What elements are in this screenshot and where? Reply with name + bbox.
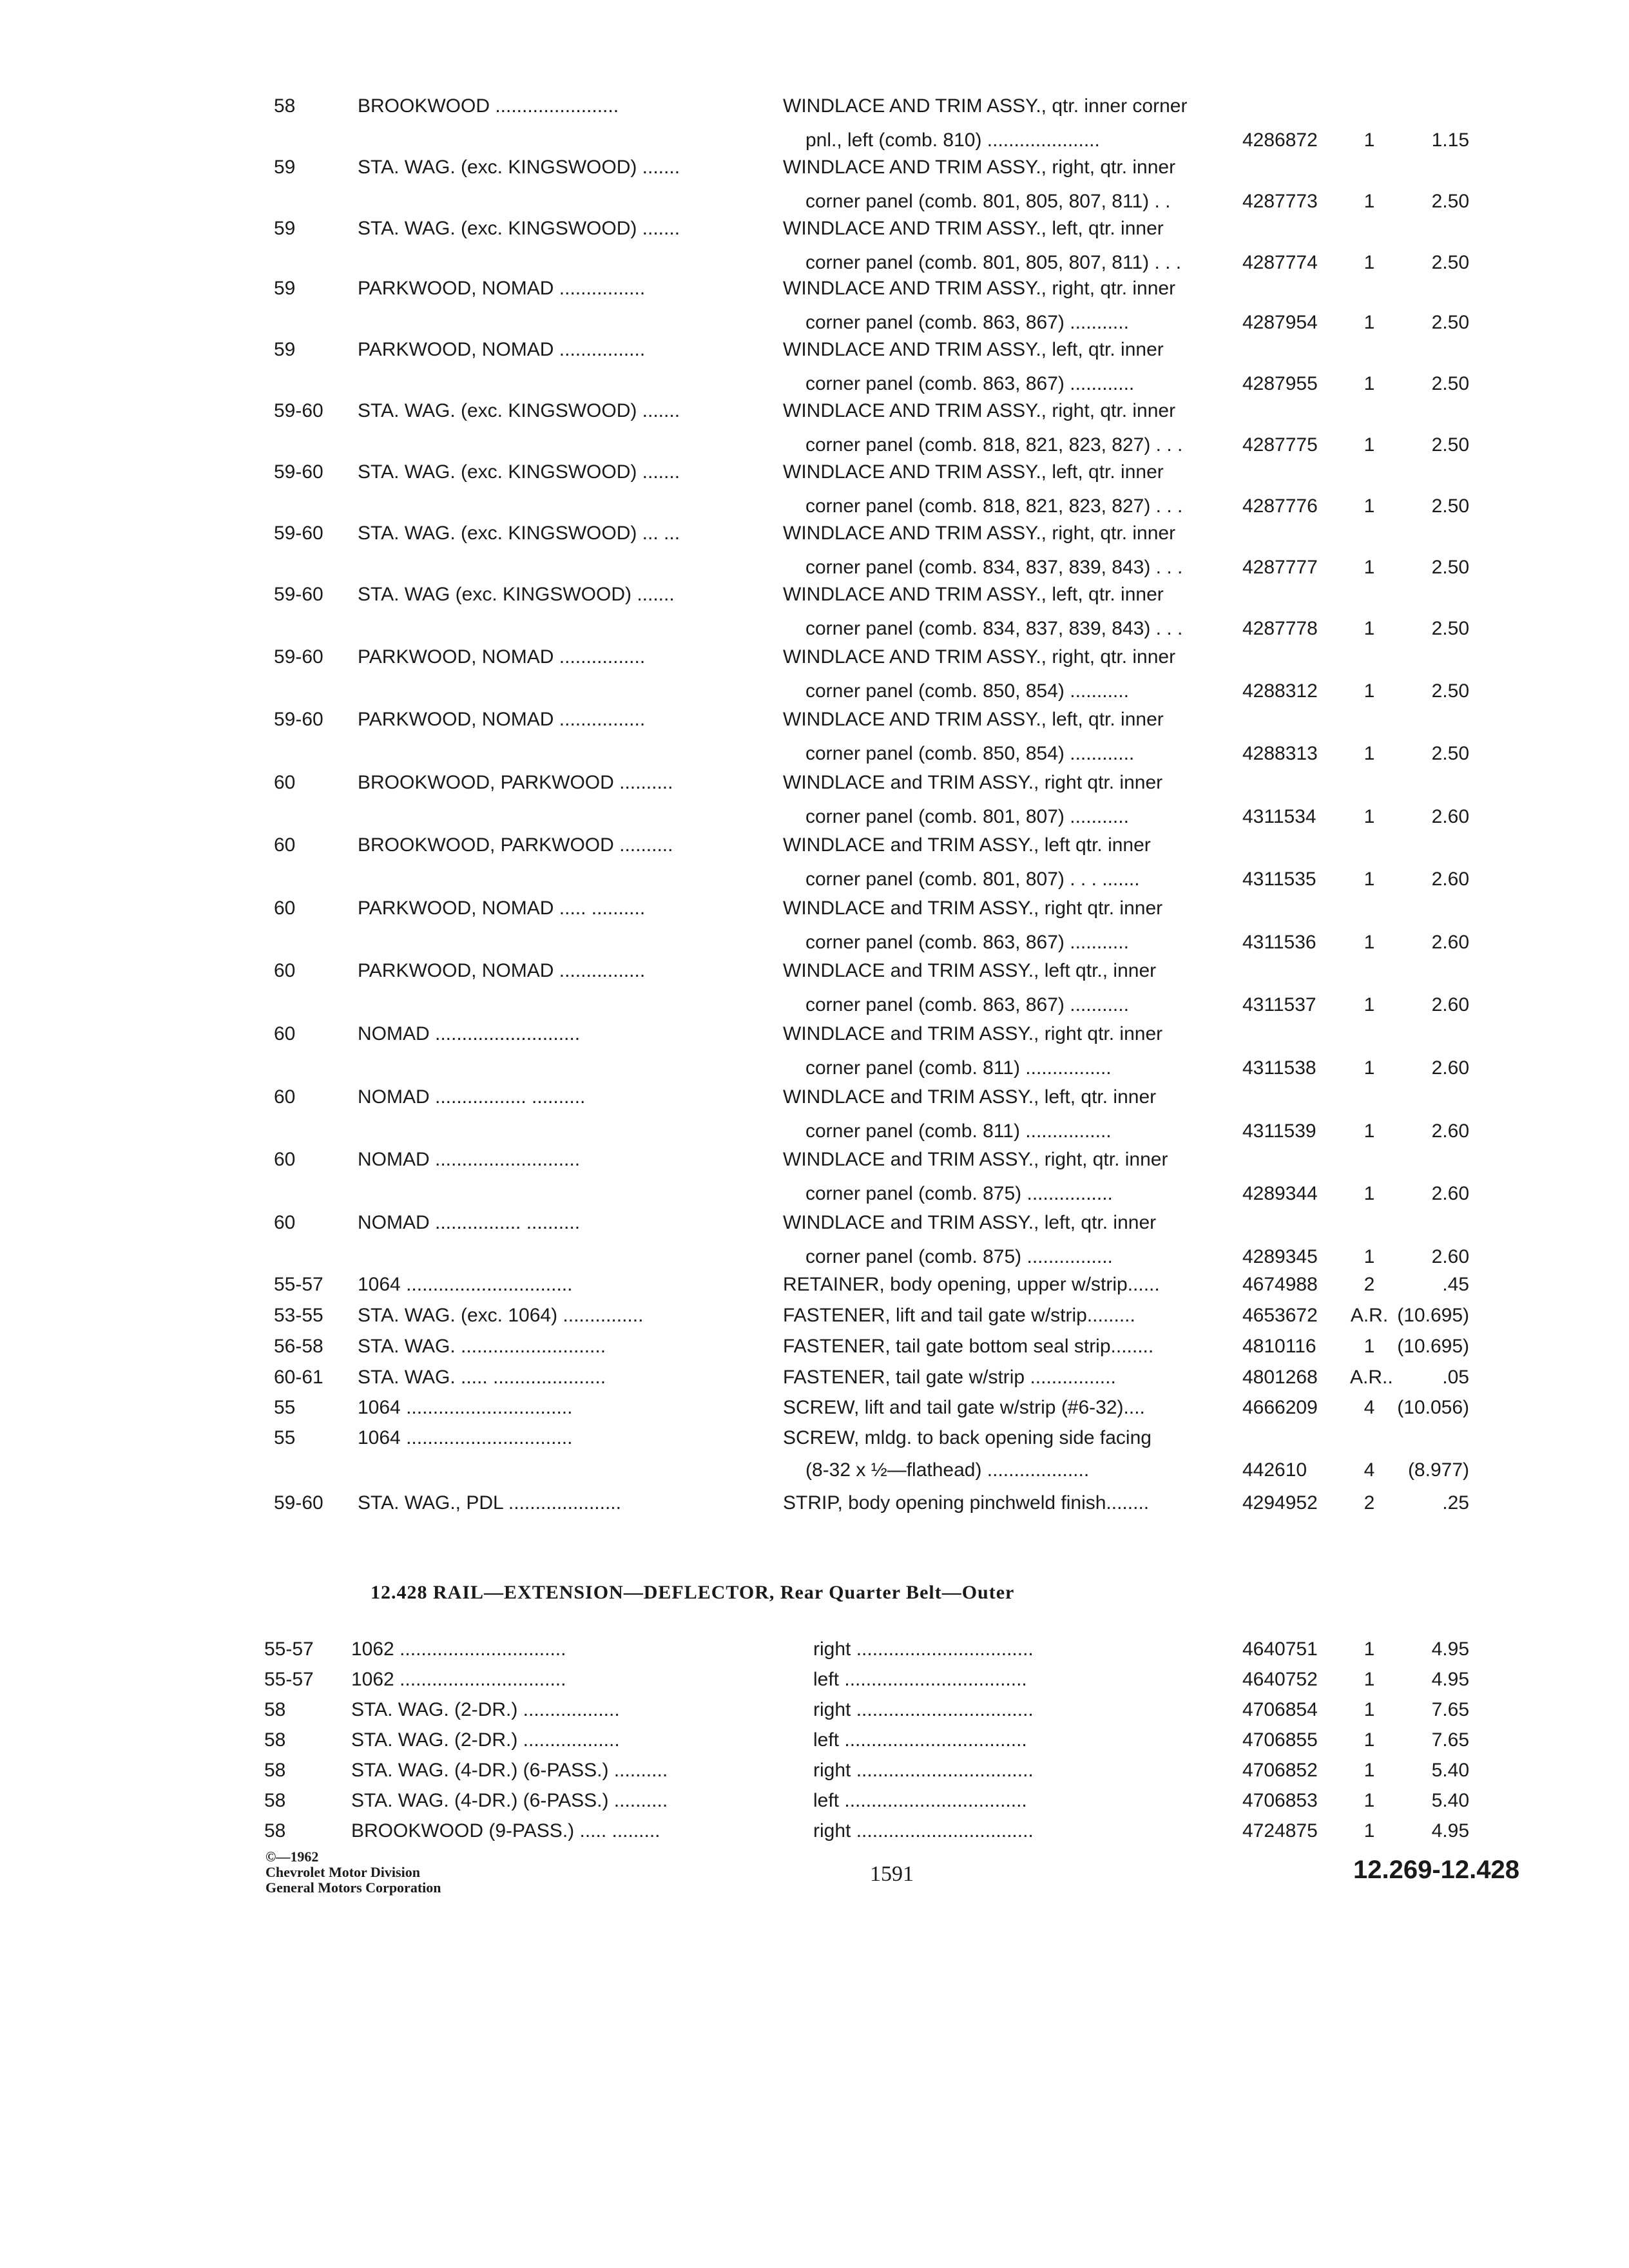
price-cell: 2.60 [1431,1057,1469,1079]
price-cell: 7.65 [1431,1699,1469,1720]
part-number-cell: 4706855 [1242,1729,1318,1751]
quantity-cell: 1 [1364,1336,1375,1357]
year-cell: 59-60 [274,400,323,421]
price-cell: .25 [1442,1492,1469,1514]
description-line-2: corner panel (comb. 875) ................ [805,1246,1113,1267]
part-number-cell: 4287778 [1242,618,1318,639]
part-number-cell: 4810116 [1242,1336,1316,1357]
model-cell: STA. WAG. (2-DR.) .................. [351,1729,620,1751]
price-cell: (10.695) [1397,1305,1469,1326]
description-line-1: WINDLACE AND TRIM ASSY., left, qtr. inner [783,218,1164,239]
part-number-cell: 4287773 [1242,191,1318,212]
year-cell: 60 [274,960,296,981]
part-number-cell: 4640751 [1242,1639,1318,1660]
model-cell: 1062 ............................... [351,1639,566,1660]
year-cell: 55-57 [264,1669,314,1690]
description-line-1: WINDLACE AND TRIM ASSY., left, qtr. inner [783,584,1164,605]
part-number-cell: 4287955 [1242,373,1318,394]
price-cell: 4.95 [1431,1669,1469,1690]
description-line-2: corner panel (comb. 850, 854) ............ [805,743,1135,764]
quantity-cell: 1 [1364,1760,1375,1781]
model-cell: STA. WAG. (exc. KINGSWOOD) ....... [358,218,680,239]
quantity-cell: 4 [1364,1397,1375,1418]
quantity-cell: 1 [1364,680,1375,702]
description-line-1: WINDLACE and TRIM ASSY., right qtr. inner [783,772,1163,793]
description-line-2: (8-32 x ½—flathead) ................... [805,1459,1090,1481]
year-cell: 58 [274,95,296,117]
quantity-cell: 1 [1364,312,1375,333]
description-line-1: WINDLACE AND TRIM ASSY., right, qtr. inner [783,400,1176,421]
price-cell: 2.60 [1431,869,1469,890]
model-cell: BROOKWOOD, PARKWOOD .......... [358,772,673,793]
description-line-1: WINDLACE AND TRIM ASSY., left, qtr. inner [783,709,1164,730]
description-cell: right ................................. [813,1760,1034,1781]
year-cell: 55-57 [274,1274,323,1295]
corporation-name: General Motors Corporation [265,1879,441,1896]
year-cell: 60-61 [274,1367,323,1388]
description-line-1: WINDLACE AND TRIM ASSY., left, qtr. inner [783,461,1164,483]
year-cell: 59-60 [274,584,323,605]
year-cell: 59-60 [274,1492,323,1514]
quantity-cell: A.R. [1350,1305,1389,1326]
description-line-2: pnl., left (comb. 810) ..................... [805,130,1100,151]
year-cell: 59 [274,218,296,239]
description-cell: FASTENER, lift and tail gate w/strip......... [783,1305,1135,1326]
year-cell: 60 [274,1212,296,1233]
description-line-2: corner panel (comb. 801, 807) . . . ....... [805,869,1140,890]
description-line-1: WINDLACE AND TRIM ASSY., right, qtr. inner [783,523,1176,544]
part-number-cell: 4311539 [1242,1120,1316,1142]
model-cell: PARKWOOD, NOMAD ................ [358,960,646,981]
quantity-cell: 4 [1364,1459,1375,1481]
part-number-cell: 4706854 [1242,1699,1318,1720]
page-number: 1591 [870,1862,914,1886]
model-cell: STA. WAG (exc. KINGSWOOD) ....... [358,584,675,605]
quantity-cell: 1 [1364,373,1375,394]
part-number-cell: 4674988 [1242,1274,1318,1295]
model-cell: NOMAD ................. .......... [358,1086,586,1108]
description-line-1: WINDLACE AND TRIM ASSY., right, qtr. inner [783,646,1176,668]
quantity-cell: 1 [1364,1820,1375,1841]
year-cell: 59 [274,157,296,178]
year-cell: 60 [274,1086,296,1108]
year-cell: 60 [274,772,296,793]
model-cell: 1064 ............................... [358,1397,573,1418]
year-cell: 60 [274,898,296,919]
year-cell: 60 [274,1149,296,1170]
part-number-cell: 4289344 [1242,1183,1318,1204]
quantity-cell: 1 [1364,557,1375,578]
quantity-cell: 1 [1364,130,1375,151]
description-line-2: corner panel (comb. 863, 867) ............ [805,373,1135,394]
year-cell: 59-60 [274,461,323,483]
quantity-cell: 1 [1364,1246,1375,1267]
model-cell: BROOKWOOD, PARKWOOD .......... [358,834,673,856]
model-cell: 1064 ............................... [358,1427,573,1448]
quantity-cell: 2 [1364,1492,1375,1514]
quantity-cell: 1 [1364,1183,1375,1204]
year-cell: 55-57 [264,1639,314,1660]
part-number-cell: 4801268 [1242,1367,1318,1388]
part-number-cell: 4287776 [1242,495,1318,517]
part-number-cell: 4311536 [1242,932,1316,953]
year-cell: 58 [264,1729,286,1751]
copyright-text: ©—1962 [265,1849,319,1865]
division-name: Chevrolet Motor Division [265,1864,420,1880]
description-cell: left .................................. [813,1669,1027,1690]
description-line-1: WINDLACE and TRIM ASSY., right qtr. inner [783,1023,1163,1044]
year-cell: 60 [274,834,296,856]
part-number-cell: 4653672 [1242,1305,1318,1326]
year-cell: 60 [274,1023,296,1044]
price-cell: 2.50 [1431,191,1469,212]
price-cell: 2.50 [1431,373,1469,394]
description-line-2: corner panel (comb. 863, 867) ........... [805,994,1129,1015]
quantity-cell: 1 [1364,1120,1375,1142]
part-number-cell: 4640752 [1242,1669,1318,1690]
price-cell: 2.50 [1431,312,1469,333]
description-line-2: corner panel (comb. 801, 807) ........... [805,806,1129,827]
part-number-cell: 4311538 [1242,1057,1316,1079]
model-cell: NOMAD ................ .......... [358,1212,581,1233]
price-cell: (10.056) [1397,1397,1469,1418]
year-cell: 55 [274,1397,296,1418]
year-cell: 59 [274,339,296,360]
quantity-cell: 1 [1364,1790,1375,1811]
description-line-2: corner panel (comb. 863, 867) ........... [805,932,1129,953]
description-line-2: corner panel (comb. 811) ................ [805,1057,1112,1079]
year-cell: 56-58 [274,1336,323,1357]
model-cell: STA. WAG. (exc. KINGSWOOD) ....... [358,157,680,178]
description-line-1: WINDLACE and TRIM ASSY., right, qtr. inner [783,1149,1168,1170]
part-number-cell: 4287777 [1242,557,1318,578]
part-number-cell: 4724875 [1242,1820,1318,1841]
model-cell: STA. WAG. (2-DR.) .................. [351,1699,620,1720]
description-line-2: corner panel (comb. 850, 854) ........... [805,680,1129,702]
price-cell: 5.40 [1431,1790,1469,1811]
quantity-cell: 1 [1364,1639,1375,1660]
price-cell: 4.95 [1431,1639,1469,1660]
quantity-cell: 1 [1364,869,1375,890]
model-cell: STA. WAG. ........................... [358,1336,606,1357]
model-cell: PARKWOOD, NOMAD ................ [358,339,646,360]
quantity-cell: 1 [1364,618,1375,639]
description-line-2: corner panel (comb. 818, 821, 823, 827) . . . [805,495,1183,517]
price-cell: (10.695) [1397,1336,1469,1357]
price-cell: 2.60 [1431,1246,1469,1267]
model-cell: BROOKWOOD ....................... [358,95,619,117]
year-cell: 53-55 [274,1305,323,1326]
description-cell: STRIP, body opening pinchweld finish........ [783,1492,1150,1514]
description-cell: left .................................. [813,1729,1027,1751]
quantity-cell: A.R.. [1350,1367,1393,1388]
model-cell: PARKWOOD, NOMAD ................ [358,709,646,730]
description-cell: left .................................. [813,1790,1027,1811]
description-line-2: corner panel (comb. 863, 867) ........... [805,312,1129,333]
model-cell: 1064 ............................... [358,1274,573,1295]
price-cell: 1.15 [1431,130,1469,151]
model-cell: STA. WAG. ..... ..................... [358,1367,606,1388]
quantity-cell: 1 [1364,1699,1375,1720]
model-cell: NOMAD ........................... [358,1149,581,1170]
year-cell: 59 [274,278,296,299]
description-line-1: WINDLACE and TRIM ASSY., left qtr. inner [783,834,1151,856]
description-line-1: SCREW, mldg. to back opening side facing [783,1427,1152,1448]
year-cell: 59-60 [274,709,323,730]
model-cell: STA. WAG. (exc. KINGSWOOD) ....... [358,400,680,421]
description-line-2: corner panel (comb. 801, 805, 807, 811) . . . [805,252,1182,273]
year-cell: 58 [264,1760,286,1781]
price-cell: 2.60 [1431,1120,1469,1142]
price-cell: 2.50 [1431,495,1469,517]
part-number-cell: 4286872 [1242,130,1318,151]
price-cell: 2.60 [1431,806,1469,827]
description-cell: FASTENER, tail gate w/strip ................ [783,1367,1116,1388]
description-line-1: WINDLACE AND TRIM ASSY., left, qtr. inner [783,339,1164,360]
quantity-cell: 1 [1364,1729,1375,1751]
description-line-2: corner panel (comb. 818, 821, 823, 827) . . . [805,434,1183,456]
quantity-cell: 1 [1364,495,1375,517]
price-cell: 2.60 [1431,1183,1469,1204]
quantity-cell: 1 [1364,1669,1375,1690]
year-cell: 58 [264,1790,286,1811]
part-number-cell: 4706852 [1242,1760,1318,1781]
year-cell: 59-60 [274,646,323,668]
description-line-1: WINDLACE and TRIM ASSY., left, qtr. inner [783,1212,1157,1233]
part-number-cell: 4288312 [1242,680,1318,702]
description-line-1: WINDLACE AND TRIM ASSY., qtr. inner corner [783,95,1188,117]
year-cell: 59-60 [274,523,323,544]
description-cell: right ................................. [813,1820,1034,1841]
description-line-1: WINDLACE AND TRIM ASSY., right, qtr. inner [783,278,1176,299]
quantity-cell: 1 [1364,434,1375,456]
section-reference: 12.269-12.428 [1353,1856,1520,1884]
part-number-cell: 4666209 [1242,1397,1318,1418]
model-cell: PARKWOOD, NOMAD ..... .......... [358,898,646,919]
model-cell: STA. WAG. (exc. 1064) ............... [358,1305,644,1326]
model-cell: STA. WAG., PDL ..................... [358,1492,621,1514]
description-line-2: corner panel (comb. 834, 837, 839, 843) . . . [805,618,1183,639]
part-number-cell: 4294952 [1242,1492,1318,1514]
model-cell: STA. WAG. (exc. KINGSWOOD) ... ... [358,523,680,544]
description-cell: SCREW, lift and tail gate w/strip (#6-32).... [783,1397,1145,1418]
model-cell: STA. WAG. (4-DR.) (6-PASS.) .......... [351,1790,668,1811]
price-cell: .05 [1442,1367,1469,1388]
quantity-cell: 2 [1364,1274,1375,1295]
price-cell: 2.50 [1431,680,1469,702]
part-number-cell: 442610 [1242,1459,1307,1481]
quantity-cell: 1 [1364,1057,1375,1079]
model-cell: BROOKWOOD (9-PASS.) ..... ......... [351,1820,660,1841]
description-cell: right ................................. [813,1699,1034,1720]
description-line-2: corner panel (comb. 875) ................ [805,1183,1113,1204]
quantity-cell: 1 [1364,994,1375,1015]
price-cell: 5.40 [1431,1760,1469,1781]
year-cell: 58 [264,1820,286,1841]
price-cell: (8.977) [1407,1459,1469,1481]
model-cell: 1062 ............................... [351,1669,566,1690]
description-line-1: WINDLACE AND TRIM ASSY., right, qtr. inner [783,157,1176,178]
part-number-cell: 4287775 [1242,434,1318,456]
description-cell: right ................................. [813,1639,1034,1660]
description-cell: FASTENER, tail gate bottom seal strip........ [783,1336,1154,1357]
quantity-cell: 1 [1364,252,1375,273]
model-cell: NOMAD ........................... [358,1023,581,1044]
part-number-cell: 4311537 [1242,994,1316,1015]
year-cell: 55 [274,1427,296,1448]
price-cell: 2.50 [1431,434,1469,456]
price-cell: 4.95 [1431,1820,1469,1841]
model-cell: PARKWOOD, NOMAD ................ [358,646,646,668]
description-line-1: WINDLACE and TRIM ASSY., left qtr., inner [783,960,1157,981]
model-cell: PARKWOOD, NOMAD ................ [358,278,646,299]
description-line-2: corner panel (comb. 811) ................ [805,1120,1112,1142]
description-line-2: corner panel (comb. 834, 837, 839, 843) . . . [805,557,1183,578]
section-heading: 12.428 RAIL—EXTENSION—DEFLECTOR, Rear Quarter Belt—Outer [371,1582,1015,1603]
price-cell: 2.50 [1431,557,1469,578]
price-cell: 2.50 [1431,743,1469,764]
description-line-2: corner panel (comb. 801, 805, 807, 811) . . [805,191,1171,212]
part-number-cell: 4311534 [1242,806,1316,827]
model-cell: STA. WAG. (4-DR.) (6-PASS.) .......... [351,1760,668,1781]
part-number-cell: 4311535 [1242,869,1316,890]
price-cell: 2.60 [1431,932,1469,953]
part-number-cell: 4288313 [1242,743,1318,764]
description-line-1: WINDLACE and TRIM ASSY., left, qtr. inner [783,1086,1157,1108]
quantity-cell: 1 [1364,743,1375,764]
quantity-cell: 1 [1364,806,1375,827]
description-line-1: WINDLACE and TRIM ASSY., right qtr. inner [783,898,1163,919]
price-cell: 2.50 [1431,618,1469,639]
part-number-cell: 4289345 [1242,1246,1318,1267]
quantity-cell: 1 [1364,191,1375,212]
price-cell: .45 [1442,1274,1469,1295]
part-number-cell: 4287774 [1242,252,1318,273]
description-cell: RETAINER, body opening, upper w/strip...... [783,1274,1160,1295]
part-number-cell: 4287954 [1242,312,1318,333]
publisher-credit [265,1849,441,1896]
quantity-cell: 1 [1364,932,1375,953]
part-number-cell: 4706853 [1242,1790,1318,1811]
price-cell: 2.60 [1431,994,1469,1015]
model-cell: STA. WAG. (exc. KINGSWOOD) ....... [358,461,680,483]
year-cell: 58 [264,1699,286,1720]
price-cell: 2.50 [1431,252,1469,273]
price-cell: 7.65 [1431,1729,1469,1751]
